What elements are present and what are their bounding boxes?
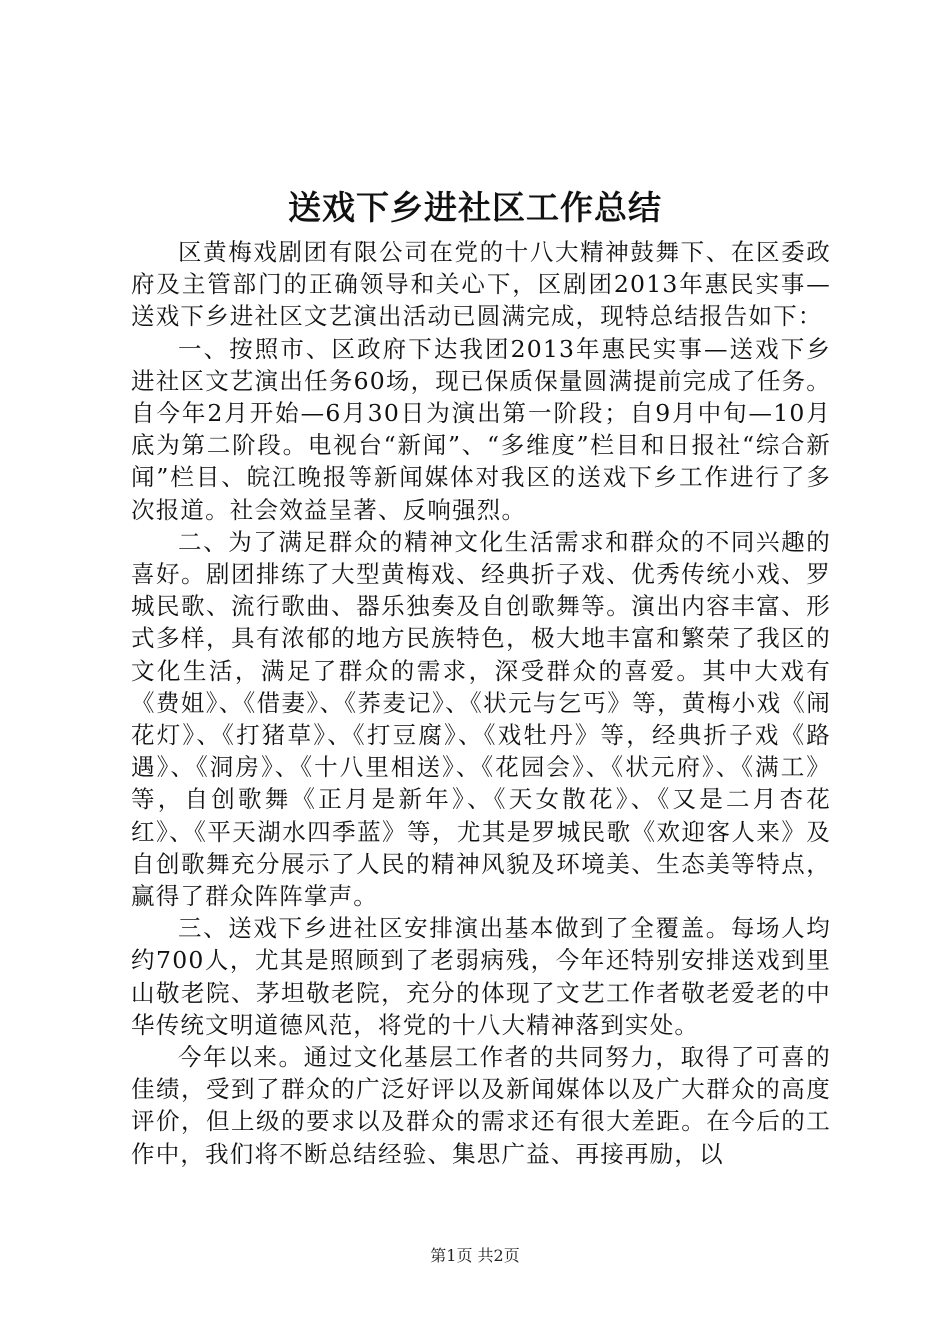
document-body — [131, 236, 831, 1170]
paragraph-intro: 区黄梅戏剧团有限公司在党的十八大精神鼓舞下、在区委政府及主管部门的正确领导和关心下，区剧团2013年惠民实事—送戏下乡进社区文艺演出活动已圆满完成，现特总结报告如下： — [131, 238, 831, 331]
page-footer: 第1页 共2页 — [430, 1246, 520, 1265]
paragraph-conclusion: 今年以来。通过文化基层工作者的共同努力，取得了可喜的佳绩，受到了群众的广泛好评以及新闻媒体以及广大群众的高度评价，但上级的要求以及群众的需求还有很大差距。在今后的工作中，我们将不断总结经验、集思广益、再接再励，以 — [131, 1043, 831, 1168]
paragraph-section-1: 一、按照市、区政府下达我团2013年惠民实事—送戏下乡进社区文艺演出任务60场，现已保质保量圆满提前完成了任务。自今年2月开始—6月30日为演出第一阶段；自9月中旬—10月底为第二阶段。电视台“新闻”、“多维度”栏目和日报社“综合新闻”栏目、皖江晚报等新闻媒体对我区的送戏下乡工作进行了多次报道。社会效益呈著、反响强烈。 — [131, 334, 831, 524]
paragraph-section-3: 三、送戏下乡进社区安排演出基本做到了全覆盖。每场人均约700人，尤其是照顾到了老弱病残，今年还特别安排送戏到里山敬老院、茅坦敬老院，充分的体现了文艺工作者敬老爱老的中华传统文明道德风范，将党的十八大精神落到实处。 — [131, 914, 831, 1039]
paragraph-section-2: 二、为了满足群众的精神文化生活需求和群众的不同兴趣的喜好。剧团排练了大型黄梅戏、经典折子戏、优秀传统小戏、罗城民歌、流行歌曲、器乐独奏及自创歌舞等。演出内容丰富、形式多样，具有浓郁的地方民族特色，极大地丰富和繁荣了我区的文化生活，满足了群众的需求，深受群众的喜爱。其中大戏有《费姐》、《借妻》、《荞麦记》、《状元与乞丐》等，黄梅小戏《闹花灯》、《打猪草》、《打豆腐》、《戏牡丹》等，经典折子戏《路遇》、《洞房》、《十八里相送》、《花园会》、《状元府》、《满工》等，自创歌舞《正月是新年》、《天女散花》、《又是二月杏花红》、《平天湖水四季蓝》等，尤其是罗城民歌《欢迎客人来》及自创歌舞充分展示了人民的精神风貌及环境美、生态美等特点，赢得了群众阵阵掌声。 — [131, 527, 831, 911]
document-title: 送戏下乡进社区工作总结 — [288, 188, 662, 227]
